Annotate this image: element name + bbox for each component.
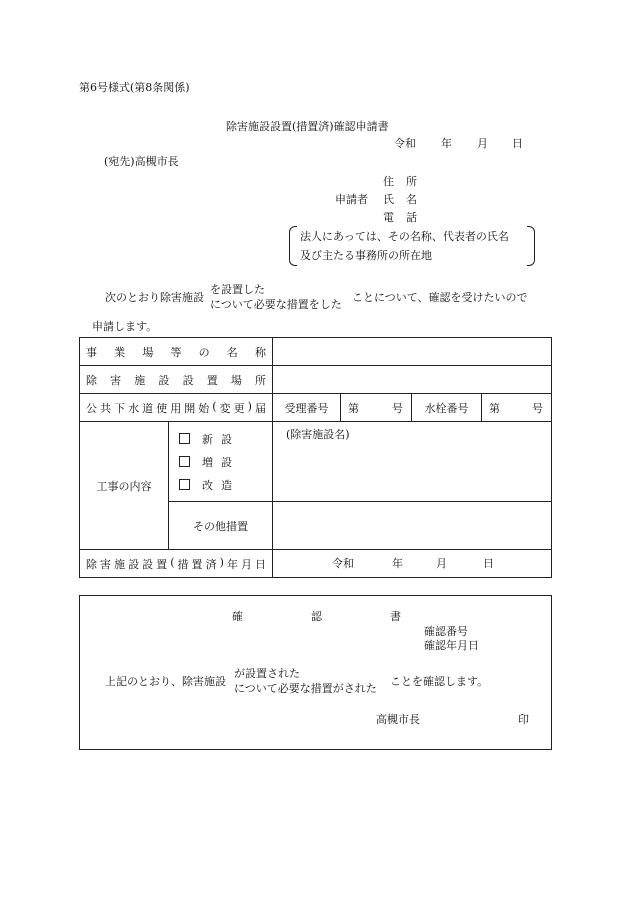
checkbox-icon[interactable]: [179, 433, 190, 444]
sewer-notice-label-char: 更: [233, 401, 245, 415]
meter-dai: 第: [489, 401, 500, 415]
sewer-notice-label-char: 開: [184, 401, 196, 415]
left-bracket: [289, 226, 297, 266]
receipt-number-label: 受理番号: [273, 394, 341, 422]
receipt-number-field[interactable]: [341, 394, 412, 422]
install-location-label-char: 置: [206, 373, 218, 387]
form-number: 第6号様式(第8条関係): [79, 81, 190, 94]
business-name-label-char: 等: [170, 345, 182, 359]
address-label-2: 所: [406, 175, 417, 188]
corporate-note-line2: 及び主たる事務所の所在地: [300, 249, 432, 262]
phone-label-2: 話: [406, 211, 417, 224]
install-date-field[interactable]: [273, 550, 552, 578]
date-year: 年: [441, 137, 452, 150]
install-location-label-char: 設: [182, 373, 194, 387]
business-name-label-char: 称: [254, 345, 266, 359]
sewer-notice-label: [80, 394, 273, 422]
business-name-field[interactable]: [273, 338, 552, 366]
other-measures-label: その他措置: [169, 502, 273, 550]
corporate-note: [289, 226, 535, 264]
confirmation-date-label: 確認年月日: [424, 639, 479, 652]
install-date-label-char: 設: [142, 557, 154, 571]
checkbox-icon[interactable]: [179, 456, 190, 467]
sewer-notice-label-char: ): [247, 399, 252, 413]
install-location-label-char: 所: [254, 373, 266, 387]
install-date-label-char: 除: [86, 557, 97, 571]
install-date-label-char: 年: [226, 557, 238, 571]
work-content-label: 工事の内容: [80, 422, 169, 550]
sewer-notice-label-char: 共: [100, 401, 112, 415]
table-row-sewer-notice: [80, 394, 552, 422]
statement-suffix: ことについて、確認を受けたいので: [352, 291, 528, 304]
install-date-year: 年: [392, 556, 403, 570]
confirm-title-2: 認: [311, 610, 322, 623]
receipt-dai: 第: [348, 401, 359, 415]
install-date-label-char: 措: [177, 557, 189, 571]
table-row-business-name: [80, 338, 552, 366]
seal-mark: 印: [518, 713, 529, 726]
sewer-notice-label-char: 使: [156, 401, 168, 415]
phone-label-1: 電: [383, 211, 394, 224]
install-location-label-char: 施: [134, 373, 146, 387]
statement-line2: 申請します。: [92, 320, 158, 333]
sewer-notice-label-char: 道: [142, 401, 154, 415]
business-name-label: [80, 338, 273, 366]
mayor-signature: 高槻市長: [376, 713, 420, 726]
install-date-label-char: (: [170, 555, 175, 569]
sewer-notice-label-char: (: [212, 399, 217, 413]
install-date-label-char: ): [219, 555, 224, 569]
other-measures-field[interactable]: [273, 502, 552, 550]
confirmation-option-installed: が設置された: [234, 667, 300, 680]
install-location-field[interactable]: [273, 366, 552, 394]
install-location-label-char: 場: [230, 373, 242, 387]
install-date-label-char: 置: [191, 557, 203, 571]
date-day: 日: [512, 137, 523, 150]
meter-number-field[interactable]: [482, 394, 552, 422]
business-name-label-char: 名: [226, 345, 238, 359]
sewer-notice-label-char: 下: [114, 401, 126, 415]
check-new-installation[interactable]: 新 設: [179, 431, 272, 447]
install-date-label-char: 施: [114, 557, 126, 571]
install-date-label-char: 日: [255, 557, 266, 571]
check-expansion[interactable]: 増 設: [179, 454, 272, 470]
statement-prefix: 次のとおり除害施設: [105, 291, 204, 304]
name-label-1: 氏: [383, 193, 394, 206]
addressee: (宛先)高槻市長: [104, 155, 179, 168]
install-date-label-char: 害: [100, 557, 112, 571]
install-date-label: [80, 550, 273, 578]
install-date-label-char: 設: [128, 557, 140, 571]
name-label-2: 名: [406, 193, 417, 206]
facility-name-label: (除害施設名): [286, 428, 350, 441]
install-location-label-char: 設: [158, 373, 170, 387]
confirmation-option-measures: について必要な措置がされた: [234, 682, 377, 695]
meter-number-label: 水栓番号: [412, 394, 482, 422]
corporate-note-line1: 法人にあっては、その名称、代表者の氏名: [300, 230, 509, 243]
date-era: 令和: [394, 137, 416, 150]
receipt-go: 号: [392, 401, 403, 415]
sewer-notice-label-char: 水: [128, 401, 140, 415]
sewer-notice-label-char: 変: [219, 401, 231, 415]
sewer-notice-label-char: 届: [255, 401, 266, 415]
meter-go: 号: [532, 401, 543, 415]
install-location-label-char: 除: [86, 373, 97, 387]
address-label-1: 住: [383, 175, 394, 188]
applicant-role: 申請者: [335, 193, 368, 206]
application-table: [79, 337, 552, 578]
confirmation-box: [79, 595, 552, 750]
confirm-title-1: 確: [232, 610, 243, 623]
install-date-era: 令和: [332, 556, 354, 570]
statement-option-installed: を設置した: [210, 283, 265, 296]
facility-name-field[interactable]: [273, 422, 552, 502]
install-date-label-char: 置: [156, 557, 168, 571]
right-bracket: [527, 226, 535, 266]
install-date-day: 日: [483, 556, 494, 570]
document-title: 除害施設設置(措置済)確認申請書: [226, 120, 389, 133]
table-row-install-date: [80, 550, 552, 578]
table-row-work-checks: [80, 422, 552, 502]
checkbox-icon[interactable]: [179, 479, 190, 490]
confirmation-number-label: 確認番号: [424, 625, 468, 638]
statement-option-measures: について必要な措置をした: [210, 298, 342, 311]
date-month: 月: [477, 137, 488, 150]
install-date-month: 月: [436, 556, 447, 570]
sewer-notice-label-char: 用: [170, 401, 182, 415]
confirm-title-3: 書: [390, 610, 401, 623]
sewer-notice-label-char: 始: [198, 401, 210, 415]
install-date-label-char: 済: [205, 557, 217, 571]
confirmation-suffix: ことを確認します。: [390, 675, 489, 688]
work-type-checklist: [169, 422, 273, 502]
install-location-label: [80, 366, 273, 394]
business-name-label-char: 場: [142, 345, 154, 359]
install-location-label-char: 害: [110, 373, 122, 387]
business-name-label-char: の: [198, 345, 210, 359]
confirmation-prefix: 上記のとおり、除害施設: [105, 675, 226, 688]
sewer-notice-label-char: 公: [86, 401, 97, 415]
check-renovation[interactable]: 改 造: [179, 477, 272, 493]
table-row-install-location: [80, 366, 552, 394]
install-date-label-char: 月: [240, 557, 252, 571]
business-name-label-char: 事: [86, 345, 97, 359]
business-name-label-char: 業: [114, 345, 126, 359]
